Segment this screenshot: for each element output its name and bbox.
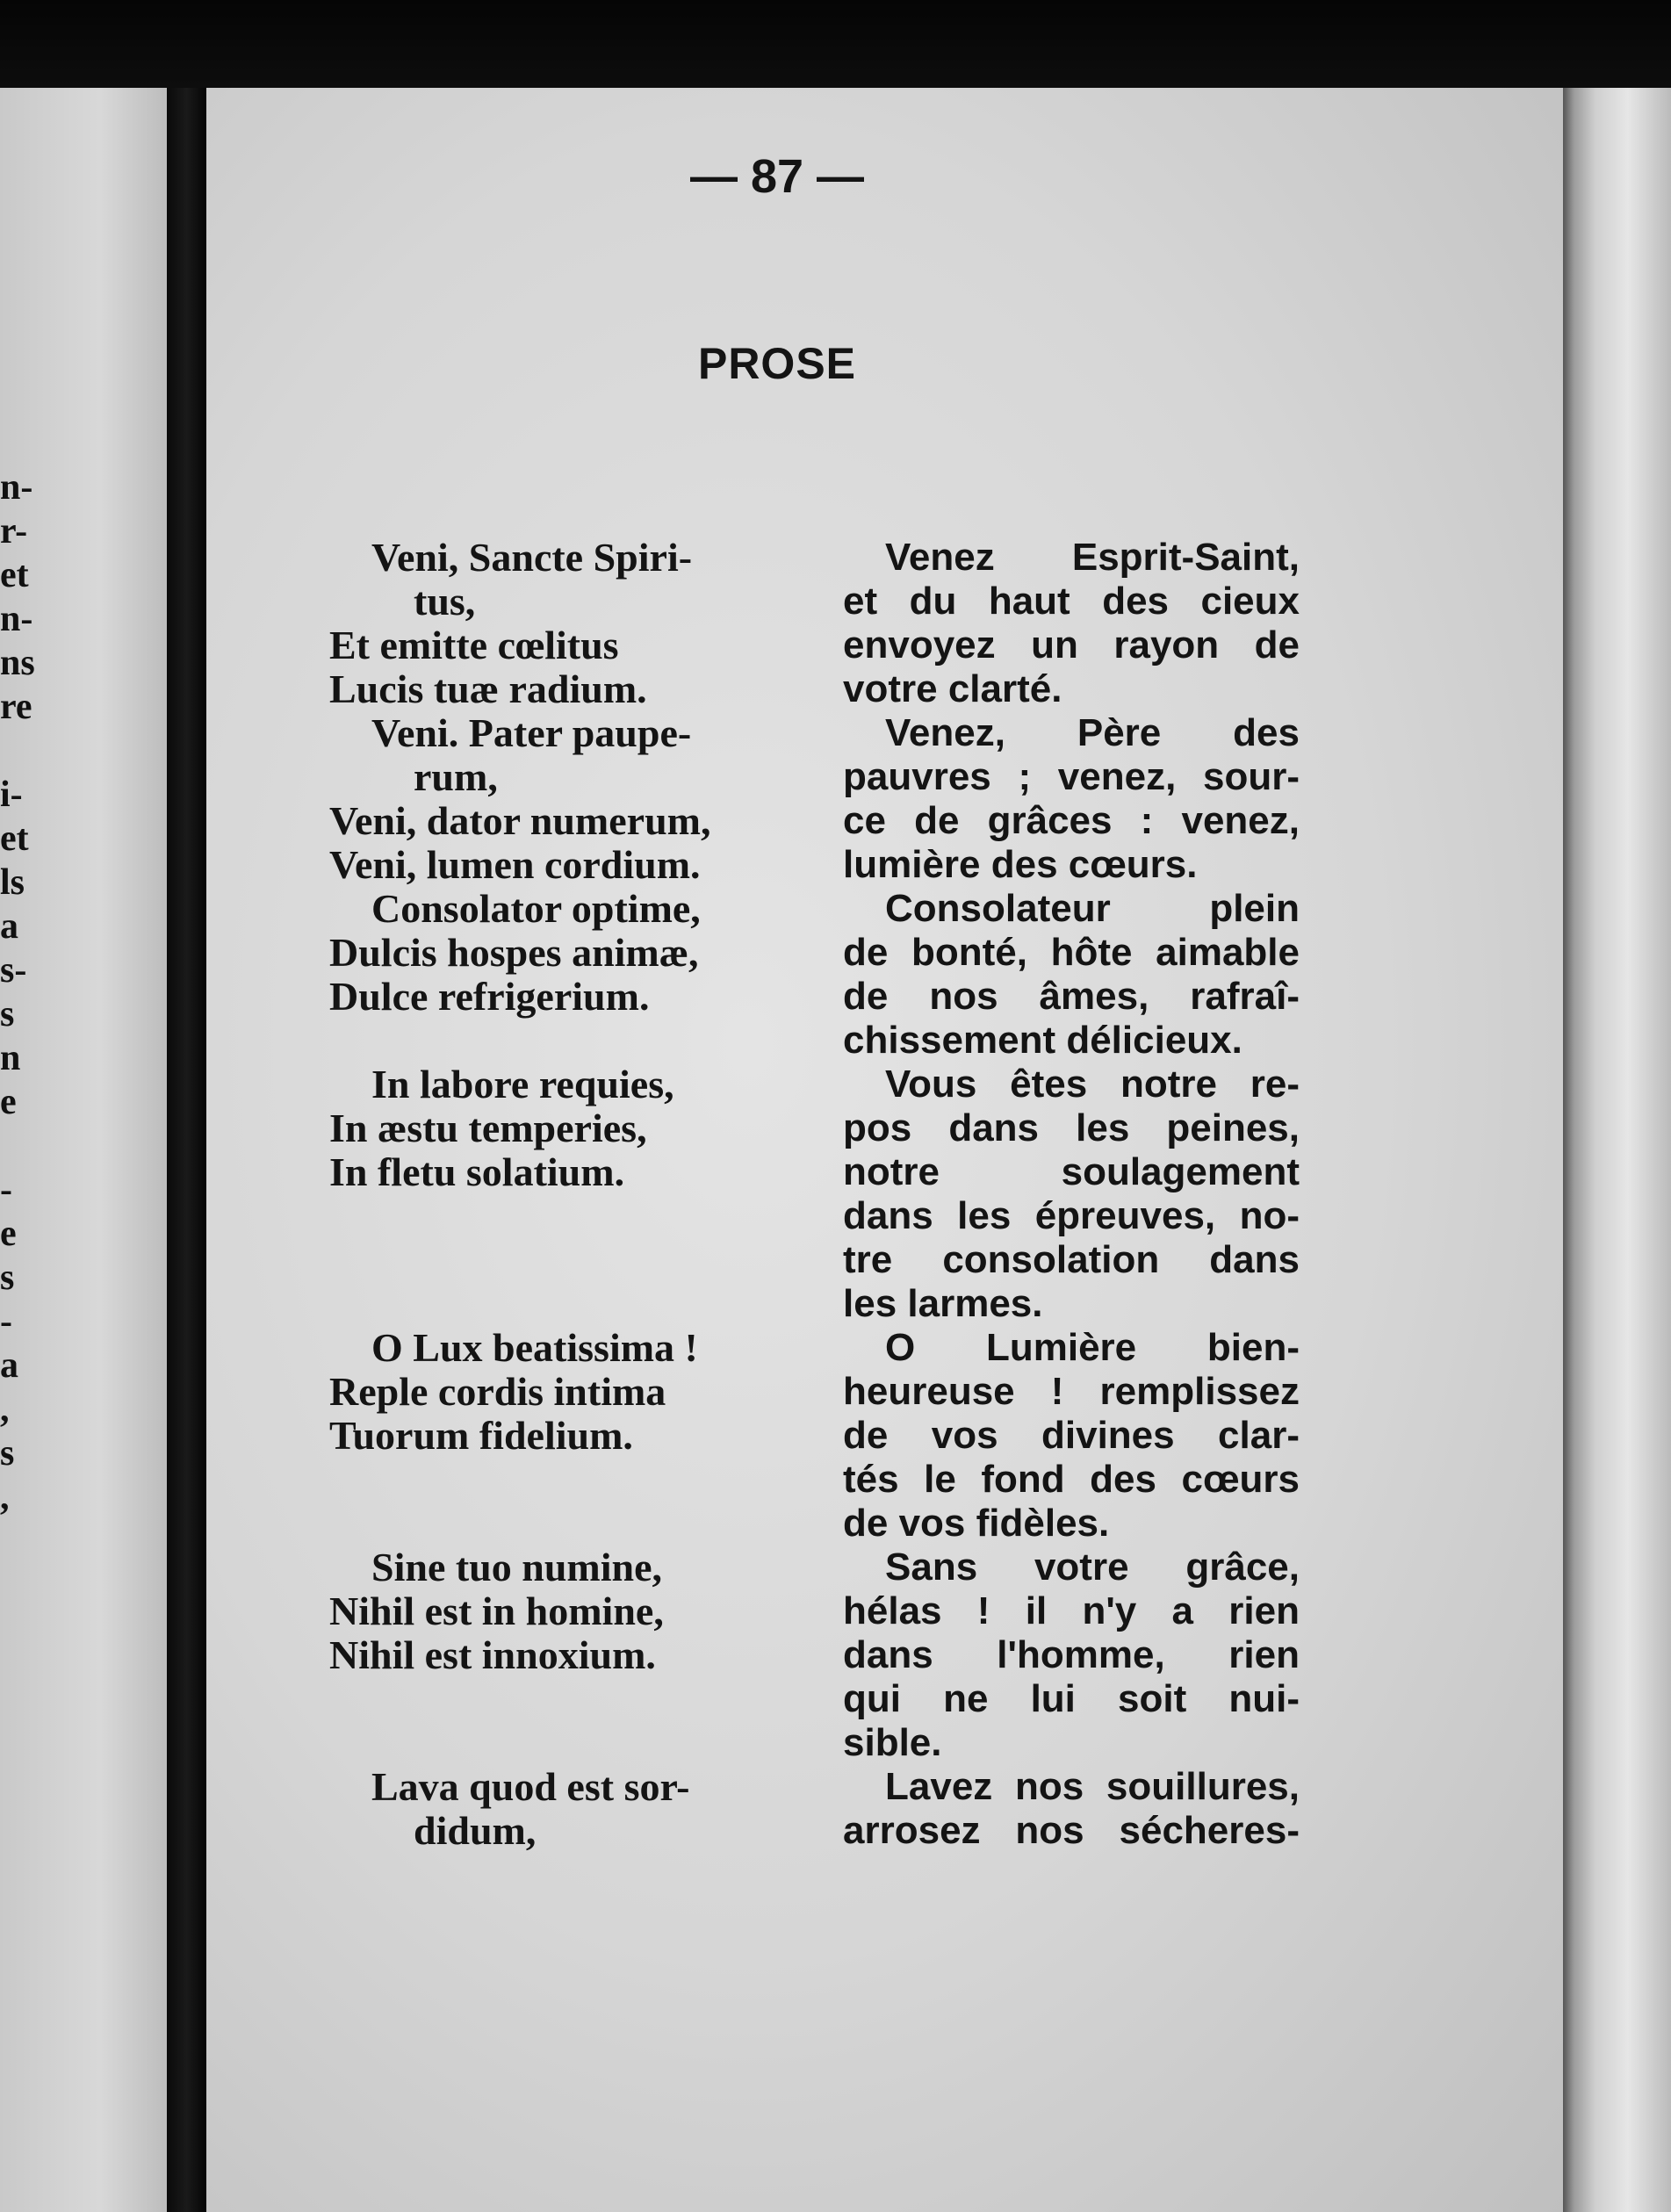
scan-background [0,0,1671,97]
left-fragment-line: ns [0,643,35,683]
latin-line [329,1238,786,1282]
french-line: hélas ! il n'y a rien [843,1589,1300,1632]
left-fragment-line: n- [0,467,33,508]
left-fragment-line: ls [0,862,25,903]
latin-line: Et emitte cœlitus [329,623,619,667]
left-fragment-line: n- [0,599,33,639]
latin-line: Veni, Sancte Spiri- [371,535,693,580]
french-line: Venez, Père des [885,711,1300,754]
left-fragment-line: - [0,1170,12,1210]
left-fragment-line: s [0,1257,15,1298]
french-line: chissement délicieux. [843,1019,1242,1062]
french-line: les larmes. [843,1282,1043,1325]
french-line: arrosez nos sécheres- [843,1809,1300,1852]
french-line: O Lumière bien- [885,1326,1300,1369]
french-line: dans l'homme, rien [843,1633,1300,1676]
french-line: ce de grâces : venez, [843,799,1300,842]
left-fragment-line: n [0,1038,21,1078]
latin-line: Veni, lumen cordium. [329,842,701,887]
french-line: qui ne lui soit nui- [843,1677,1300,1720]
left-fragment-line: s [0,994,15,1034]
latin-line [329,1019,786,1063]
book-gutter [167,88,206,2212]
latin-line: O Lux beatissima ! [371,1325,698,1370]
latin-line: Dulcis hospes animæ, [329,930,699,975]
right-page-edge [1563,88,1671,2212]
left-page-edge [0,88,167,2212]
latin-line: Veni, dator numerum, [329,798,711,843]
french-text-column [843,536,1300,1853]
french-line: Lavez nos souillures, [885,1765,1300,1808]
left-fragment-line: a [0,1345,18,1386]
french-line: Sans votre grâce, [885,1546,1300,1589]
french-line: envoyez un rayon de [843,623,1300,666]
left-fragment-line: , [0,1477,10,1517]
latin-line: Reple cordis intima [329,1369,666,1414]
latin-line: Tuorum fidelium. [329,1413,633,1458]
latin-line: Nihil est in homine, [329,1589,664,1633]
latin-line [329,1282,786,1326]
left-fragment-line: , [0,1389,10,1430]
latin-line [329,1721,786,1765]
latin-line: Dulce refrigerium. [329,974,650,1019]
page-number: — 87 — [689,150,865,203]
french-line: Consolateur plein [885,887,1300,930]
french-line: tés le fond des cœurs [843,1458,1300,1501]
french-line: tre consolation dans [843,1238,1300,1281]
french-line: lumière des cœurs. [843,843,1198,886]
french-line: Venez Esprit-Saint, [885,536,1300,579]
latin-line [329,1458,786,1502]
left-fragment-line: s [0,1433,15,1473]
latin-line: In labore requies, [371,1062,674,1106]
latin-line: rum, [414,754,498,799]
latin-line: tus, [414,579,476,623]
left-fragment-line: a [0,906,18,947]
french-line: dans les épreuves, no- [843,1194,1300,1237]
latin-line: Consolator optime, [371,886,701,931]
french-line: et du haut des cieux [843,580,1300,623]
left-fragment-line: e [0,1214,17,1254]
latin-line: Sine tuo numine, [371,1545,663,1589]
latin-line [329,1194,786,1238]
latin-line: In æstu temperies, [329,1106,647,1150]
left-fragment-line: - [0,1301,12,1342]
left-page-text-fragments [0,465,167,1519]
left-fragment-line [0,1124,167,1168]
french-line: votre clarté. [843,667,1062,710]
left-fragment-line: e [0,1082,17,1122]
left-fragment-line: s- [0,950,27,991]
latin-text-column [329,536,786,1853]
french-line: de vos fidèles. [843,1502,1110,1545]
french-line: sible. [843,1721,942,1764]
french-line: de nos âmes, rafraî- [843,975,1300,1018]
left-fragment-line: et [0,555,29,595]
latin-line: Nihil est innoxium. [329,1632,656,1677]
french-line: Vous êtes notre re- [885,1063,1300,1106]
latin-line: In fletu solatium. [329,1149,625,1194]
french-line: heureuse ! remplissez [843,1370,1300,1413]
latin-line: Veni. Pater paupe- [371,710,692,755]
left-fragment-line: i- [0,775,23,815]
french-line: pauvres ; venez, sour- [843,755,1300,798]
french-line: de bonté, hôte aimable [843,931,1300,974]
left-fragment-line: r- [0,511,28,551]
french-line: pos dans les peines, [843,1106,1300,1149]
left-fragment-line [0,729,167,773]
french-line: notre soulagement [843,1150,1300,1193]
french-line: de vos divines clar- [843,1414,1300,1457]
latin-line: Lucis tuæ radium. [329,666,647,711]
latin-line: Lava quod est sor- [371,1764,690,1809]
left-fragment-line: re [0,687,32,727]
page-heading: PROSE [697,339,857,388]
latin-line [329,1677,786,1721]
left-fragment-line: et [0,818,29,859]
latin-line [329,1502,786,1546]
latin-line: didum, [414,1808,537,1853]
